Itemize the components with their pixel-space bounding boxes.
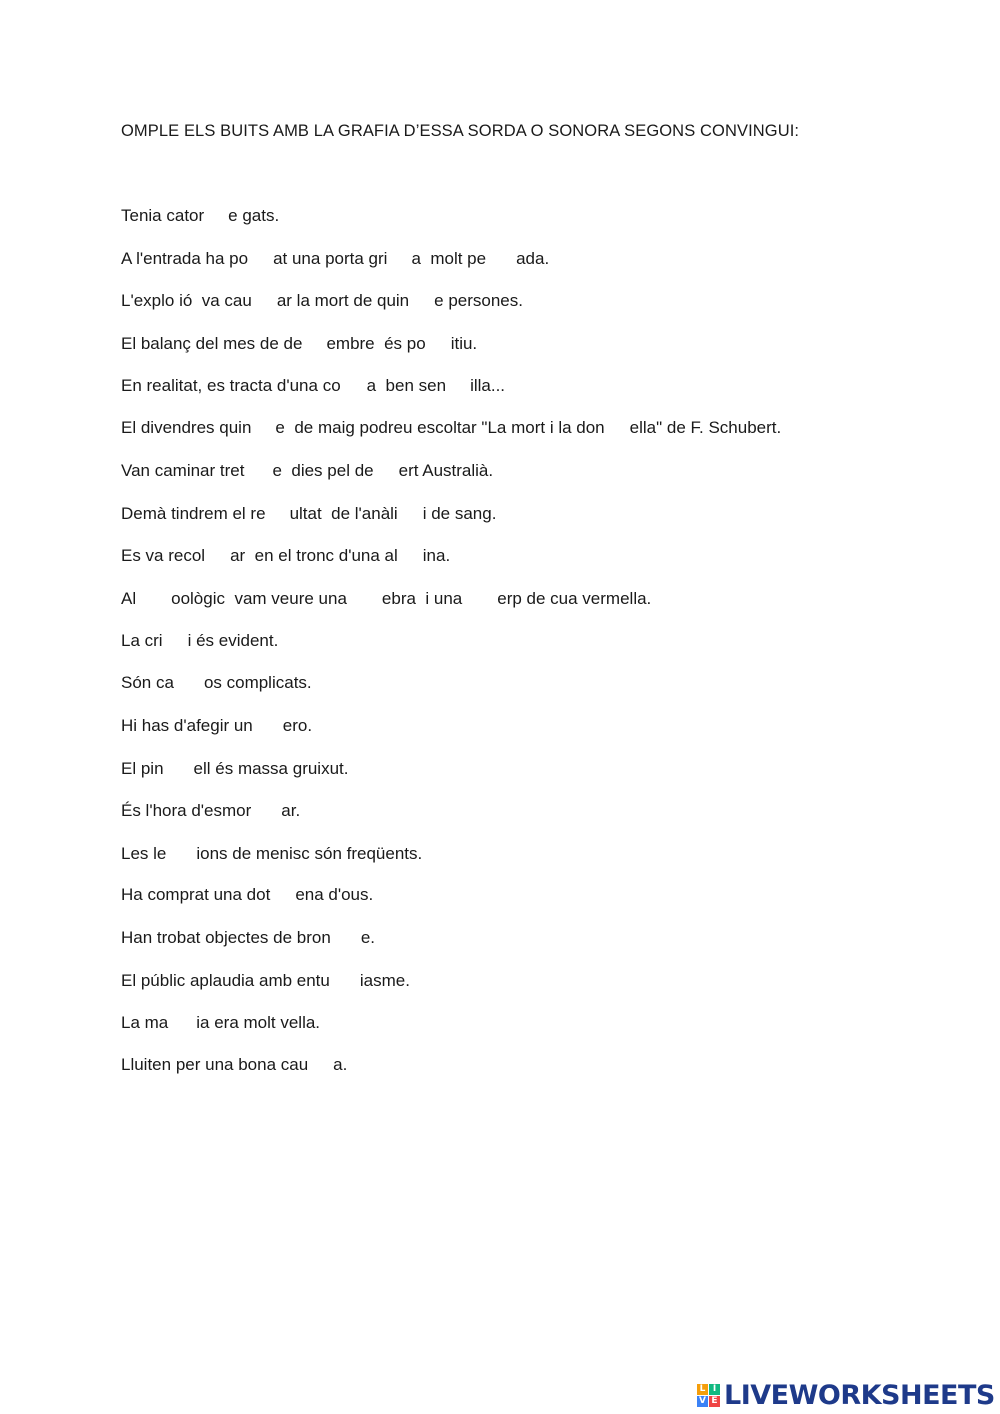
sentence-line — [121, 375, 505, 397]
logo-mark-letter: V — [697, 1396, 708, 1407]
sentence-text: at una porta gri — [273, 249, 388, 268]
sentence-text: a. — [333, 1055, 348, 1074]
sentence-text: Es va recol — [121, 546, 206, 565]
logo-mark-letter: E — [709, 1396, 720, 1407]
sentence-line — [121, 417, 781, 439]
sentence-line — [121, 503, 496, 525]
sentence-text: Lluiten per una bona cau — [121, 1055, 309, 1074]
sentence-text: Al — [121, 589, 137, 608]
logo-mark-icon — [697, 1384, 720, 1407]
sentence-line — [121, 290, 523, 312]
sentence-text: ella" de F. Schubert. — [629, 418, 782, 437]
sentence-text: ions de menisc són freqüents. — [196, 844, 423, 863]
sentence-line — [121, 630, 278, 652]
liveworksheets-logo — [697, 1379, 995, 1411]
sentence-text: Hi has d'afegir un — [121, 716, 253, 735]
sentence-text: itiu. — [450, 334, 478, 353]
sentence-text: os complicats. — [203, 673, 312, 692]
sentence-line — [121, 333, 477, 355]
sentence-line — [121, 672, 312, 694]
sentence-line — [121, 843, 422, 865]
sentence-text: a molt pe — [411, 249, 487, 268]
sentence-text: i és evident. — [187, 631, 279, 650]
sentence-text: Són ca — [121, 673, 174, 692]
sentence-text: Van caminar tret — [121, 461, 245, 480]
sentence-text: Demà tindrem el re — [121, 504, 266, 523]
sentence-line — [121, 1054, 347, 1076]
sentence-text: ena d'ous. — [295, 885, 374, 904]
sentence-text: e gats. — [228, 206, 280, 225]
sentence-text: El divendres quin — [121, 418, 252, 437]
logo-mark-letter: I — [709, 1384, 720, 1395]
sentence-text: L'explo ió va cau — [121, 291, 252, 310]
sentence-text: ar. — [281, 801, 301, 820]
sentence-text: oològic vam veure una — [171, 589, 347, 608]
sentence-line — [121, 545, 450, 567]
sentence-line — [121, 800, 300, 822]
sentence-line — [121, 460, 493, 482]
sentence-line — [121, 758, 348, 780]
sentence-text: e. — [360, 928, 375, 947]
sentence-line — [121, 970, 410, 992]
sentence-text: ar en el tronc d'una al — [230, 546, 398, 565]
sentence-text: ada. — [516, 249, 550, 268]
sentence-text: e de maig podreu escoltar "La mort i la don — [275, 418, 605, 437]
sentence-text: Han trobat objectes de bron — [121, 928, 331, 947]
sentence-text: La ma — [121, 1013, 169, 1032]
sentence-text: erp de cua vermella. — [497, 589, 652, 608]
sentence-text: ero. — [282, 716, 313, 735]
sentence-text: ert Australià. — [398, 461, 494, 480]
sentence-text: És l'hora d'esmor — [121, 801, 252, 820]
logo-text: LIVEWORKSHEETS — [724, 1379, 995, 1411]
sentence-text: i de sang. — [422, 504, 497, 523]
sentence-line — [121, 884, 373, 906]
logo-mark-letter: L — [697, 1384, 708, 1395]
sentence-text: e dies pel de — [272, 461, 374, 480]
sentence-text: ina. — [422, 546, 451, 565]
sentence-line — [121, 248, 549, 270]
sentence-text: Les le — [121, 844, 167, 863]
sentence-line — [121, 588, 651, 610]
sentence-text: El pin — [121, 759, 164, 778]
sentence-line — [121, 1012, 320, 1034]
sentence-text: ar la mort de quin — [276, 291, 410, 310]
sentence-line — [121, 205, 279, 227]
sentence-text: Tenia cator — [121, 206, 205, 225]
sentence-text: ia era molt vella. — [196, 1013, 321, 1032]
sentence-text: embre és po — [326, 334, 426, 353]
sentence-text: ultat de l'anàli — [289, 504, 398, 523]
sentence-text: iasme. — [359, 971, 410, 990]
sentence-line — [121, 927, 375, 949]
sentence-text: A l'entrada ha po — [121, 249, 249, 268]
sentence-text: ebra i una — [381, 589, 463, 608]
sentence-line — [121, 715, 312, 737]
sentence-text: a ben sen — [366, 376, 447, 395]
sentence-text: La cri — [121, 631, 163, 650]
sentence-text: En realitat, es tracta d'una co — [121, 376, 341, 395]
sentence-text: ell és massa gruixut. — [193, 759, 349, 778]
sentence-text: e persones. — [434, 291, 523, 310]
sentence-text: El balanç del mes de de — [121, 334, 303, 353]
instructions-title: OMPLE ELS BUITS AMB LA GRAFIA D’ESSA SORDA O SONORA SEGONS CONVINGUI: — [121, 122, 800, 140]
sentence-text: Ha comprat una dot — [121, 885, 271, 904]
sentence-text: illa... — [470, 376, 506, 395]
sentence-text: El públic aplaudia amb entu — [121, 971, 330, 990]
